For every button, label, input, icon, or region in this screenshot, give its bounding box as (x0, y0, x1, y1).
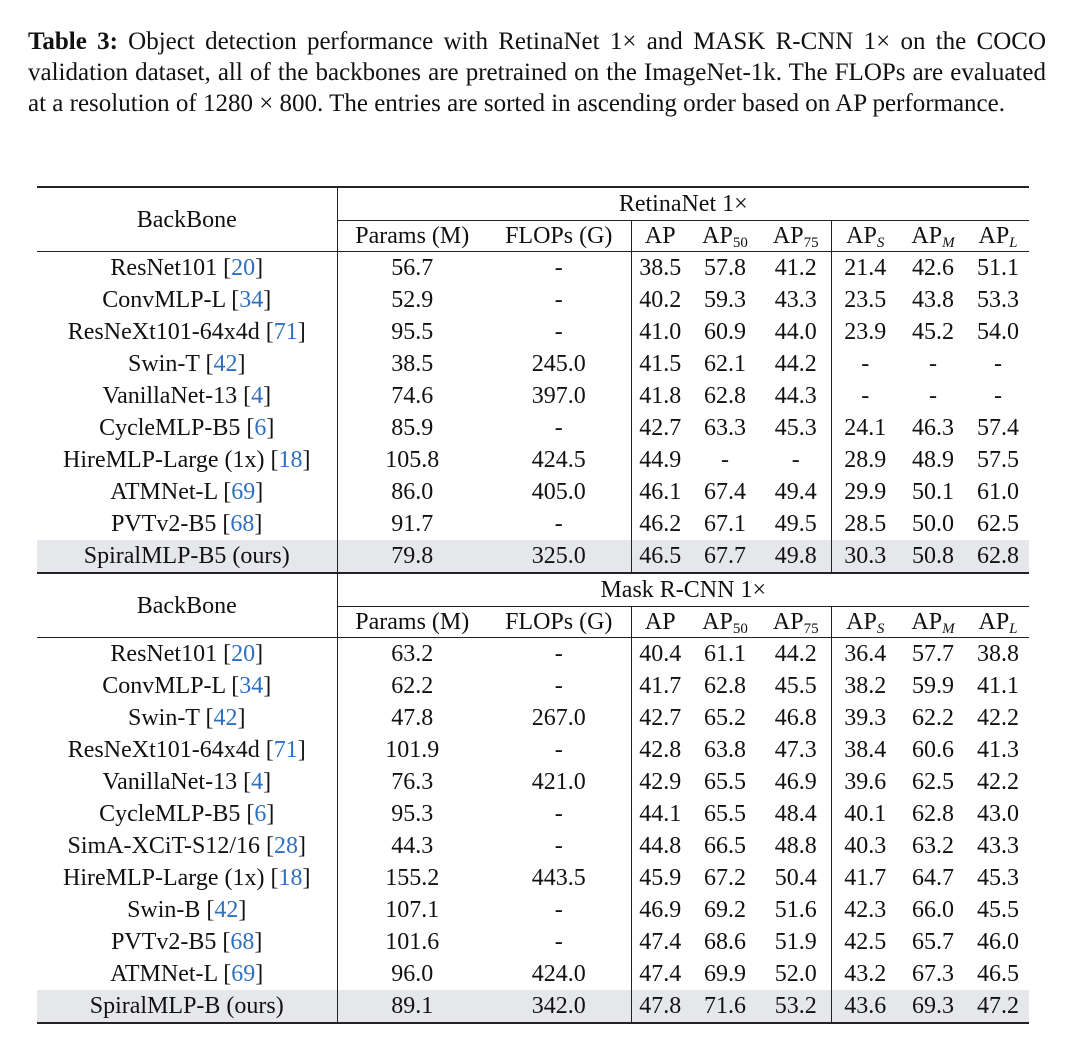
ap50-cell: 69.9 (704, 961, 746, 987)
ap50-cell: 65.5 (704, 769, 746, 795)
params-cell: 107.1 (337, 894, 487, 926)
ap75-cell: - (791, 447, 800, 473)
aps-cell: 40.1 (831, 798, 899, 830)
backbone-name: ResNet101 [20] (110, 641, 264, 667)
table-row (37, 798, 1029, 830)
table-row (37, 958, 1029, 990)
aps-cell: 43.2 (831, 958, 899, 990)
citation-link[interactable]: 71 (273, 737, 298, 763)
params-cell: 44.3 (337, 830, 487, 862)
apl-cell: 38.8 (977, 641, 1019, 667)
apl-cell: 54.0 (977, 319, 1019, 345)
ap-cell: 41.0 (631, 316, 689, 348)
table-row (37, 444, 1029, 476)
ap-cell: 47.8 (631, 990, 689, 1023)
backbone-header: BackBone (37, 573, 337, 638)
ap-cell: 42.8 (631, 734, 689, 766)
citation-link[interactable]: 20 (231, 255, 256, 281)
table-row (37, 316, 1029, 348)
flops-cell: 325.0 (487, 540, 631, 573)
citation-link[interactable]: 18 (278, 865, 303, 891)
params-cell: 74.6 (337, 380, 487, 412)
ap75-cell: 44.3 (774, 383, 817, 409)
apm-cell: 62.2 (912, 705, 954, 731)
flops-cell: 421.0 (531, 769, 586, 795)
citation-link[interactable]: 34 (239, 287, 264, 313)
flops-cell: - (554, 287, 563, 313)
apm-cell: 45.2 (912, 319, 954, 345)
ap75-cell: 46.8 (774, 705, 817, 731)
table-row (37, 894, 1029, 926)
ap75-cell: 48.4 (774, 801, 817, 827)
apm-cell: 50.0 (912, 511, 954, 537)
ap75-cell: 48.8 (774, 833, 817, 859)
params-cell: 95.3 (337, 798, 487, 830)
table-caption (28, 26, 1046, 119)
apl-cell: 41.1 (977, 673, 1019, 699)
apl-cell: 45.3 (977, 865, 1019, 891)
aps-cell: 28.9 (831, 444, 899, 476)
flops-cell: 267.0 (531, 705, 586, 731)
backbone-name: HireMLP-Large (1x) [18] (63, 447, 311, 473)
ap50-cell: 67.2 (704, 865, 746, 891)
ap75-cell: 45.5 (774, 673, 817, 699)
ap-cell: 41.8 (631, 380, 689, 412)
backbone-name: Swin-T [42] (127, 351, 246, 377)
ap50-cell: 62.8 (704, 673, 746, 699)
flops-header: FLOPs (G) (487, 607, 631, 638)
aps-cell: 30.3 (831, 540, 899, 573)
flops-cell: 443.5 (531, 865, 586, 891)
params-cell: 95.5 (337, 316, 487, 348)
ap50-cell: 57.8 (704, 255, 746, 281)
apl-cell: 61.0 (977, 479, 1019, 505)
params-cell: 85.9 (337, 412, 487, 444)
ap75-cell: 49.4 (774, 479, 817, 505)
aps-header: $AP_S$ (831, 221, 899, 252)
aps-cell: 23.9 (831, 316, 899, 348)
table-row (37, 380, 1029, 412)
apl-cell: 42.2 (977, 769, 1019, 795)
flops-cell: - (554, 897, 563, 923)
ap50-cell: 63.8 (704, 737, 746, 763)
ap-cell: 47.4 (631, 926, 689, 958)
apm-cell: 50.8 (899, 540, 967, 573)
apl-cell: 47.2 (967, 990, 1029, 1023)
aps-cell: 21.4 (831, 252, 899, 285)
ap-cell: 44.9 (631, 444, 689, 476)
ours-row (37, 990, 1029, 1023)
citation-link[interactable]: 71 (273, 319, 298, 345)
apl-cell: 57.4 (977, 415, 1019, 441)
apm-cell: - (929, 351, 937, 377)
aps-cell: 38.4 (831, 734, 899, 766)
flops-cell: 397.0 (531, 383, 586, 409)
params-cell: 91.7 (337, 508, 487, 540)
ap-cell: 41.5 (631, 348, 689, 380)
table-row (37, 830, 1029, 862)
backbone-name: PVTv2-B5 [68] (111, 511, 263, 537)
apm-cell: 69.3 (899, 990, 967, 1023)
ap75-cell: 51.6 (774, 897, 817, 923)
flops-cell: - (554, 833, 563, 859)
backbone-name: CycleMLP-B5 [6] (99, 801, 275, 827)
ap75-header: $AP_{75}$ (761, 607, 831, 638)
ap75-cell: 43.3 (774, 287, 817, 313)
backbone-name: SpiralMLP-B (ours) (37, 990, 337, 1023)
results-table (37, 186, 1029, 1024)
apm-cell: 57.7 (912, 641, 954, 667)
aps-cell: - (831, 380, 899, 412)
ap75-cell: 41.2 (774, 255, 817, 281)
apm-cell: 67.3 (912, 961, 954, 987)
flops-cell: 405.0 (531, 479, 586, 505)
aps-cell: - (831, 348, 899, 380)
section-header-row (37, 187, 1029, 221)
ap-cell: 46.2 (631, 508, 689, 540)
ap-cell: 41.7 (631, 670, 689, 702)
flops-cell: 245.0 (531, 351, 586, 377)
ap75-cell: 44.2 (774, 641, 817, 667)
backbone-header: BackBone (37, 187, 337, 252)
aps-cell: 29.9 (831, 476, 899, 508)
ap50-cell: 67.1 (704, 511, 746, 537)
section-title: RetinaNet 1× (337, 187, 1029, 221)
table-row (37, 252, 1029, 285)
ap50-cell: 65.5 (704, 801, 746, 827)
table-row (37, 670, 1029, 702)
aps-cell: 42.5 (831, 926, 899, 958)
aps-cell: 24.1 (831, 412, 899, 444)
params-cell: 38.5 (337, 348, 487, 380)
citation-link[interactable]: 68 (230, 929, 255, 955)
apm-cell: 50.1 (912, 479, 954, 505)
params-header: Params (M) (337, 221, 487, 252)
ap50-header: $AP_{50}$ (689, 607, 761, 638)
ap50-cell: 62.8 (704, 383, 746, 409)
apm-cell: 46.3 (912, 415, 954, 441)
apm-header: $AP_M$ (899, 221, 967, 252)
flops-cell: - (554, 673, 563, 699)
table-row (37, 284, 1029, 316)
citation-link[interactable]: 4 (251, 769, 264, 795)
backbone-name: ResNeXt101-64x4d [71] (67, 319, 306, 345)
params-cell: 101.9 (337, 734, 487, 766)
apm-cell: 62.5 (912, 769, 954, 795)
aps-cell: 39.3 (831, 702, 899, 734)
aps-cell: 23.5 (831, 284, 899, 316)
ap-cell: 46.1 (631, 476, 689, 508)
flops-cell: - (554, 929, 563, 955)
backbone-name: PVTv2-B5 [68] (111, 929, 263, 955)
ap50-cell: 65.2 (704, 705, 746, 731)
table-row (37, 766, 1029, 798)
ap-cell: 40.4 (631, 638, 689, 671)
ap-header: AP (631, 221, 689, 252)
apm-cell: 62.8 (912, 801, 954, 827)
ap-cell: 47.4 (631, 958, 689, 990)
citation-link[interactable]: 42 (213, 351, 238, 377)
backbone-name: ATMNet-L [69] (110, 479, 264, 505)
params-cell: 89.1 (337, 990, 487, 1023)
ap50-cell: 67.7 (689, 540, 761, 573)
ap75-cell: 50.4 (774, 865, 817, 891)
ap50-cell: 69.2 (704, 897, 746, 923)
flops-cell: - (554, 319, 563, 345)
params-cell: 62.2 (337, 670, 487, 702)
apm-cell: 43.8 (912, 287, 954, 313)
backbone-name: SpiralMLP-B5 (ours) (37, 540, 337, 573)
params-cell: 52.9 (337, 284, 487, 316)
apm-cell: 60.6 (912, 737, 954, 763)
citation-link[interactable]: 20 (231, 641, 256, 667)
table-row (37, 926, 1029, 958)
ap-cell: 44.8 (631, 830, 689, 862)
flops-cell: 424.0 (531, 961, 586, 987)
citation-link[interactable]: 4 (251, 383, 264, 409)
apm-cell: 66.0 (912, 897, 954, 923)
backbone-name: HireMLP-Large (1x) [18] (63, 865, 311, 891)
apl-cell: 46.0 (977, 929, 1019, 955)
backbone-name: ATMNet-L [69] (110, 961, 264, 987)
table-row (37, 348, 1029, 380)
backbone-name: ResNet101 [20] (110, 255, 264, 281)
aps-cell: 39.6 (831, 766, 899, 798)
params-header: Params (M) (337, 607, 487, 638)
citation-link[interactable]: 28 (273, 833, 298, 859)
citation-link[interactable]: 6 (254, 415, 267, 441)
caption-label: Table 3: (28, 28, 118, 55)
ap75-cell: 47.3 (774, 737, 817, 763)
citation-link[interactable]: 6 (254, 801, 267, 827)
flops-cell: - (554, 641, 563, 667)
ap-cell: 40.2 (631, 284, 689, 316)
aps-cell: 36.4 (831, 638, 899, 671)
flops-cell: - (554, 415, 563, 441)
apl-cell: 41.3 (977, 737, 1019, 763)
params-cell: 76.3 (337, 766, 487, 798)
params-cell: 79.8 (337, 540, 487, 573)
apl-cell: 62.5 (977, 511, 1019, 537)
ap-cell: 42.7 (631, 412, 689, 444)
backbone-name: ConvMLP-L [34] (102, 287, 272, 313)
table-row (37, 508, 1029, 540)
table-row (37, 734, 1029, 766)
flops-cell: - (554, 255, 563, 281)
apl-cell: 43.0 (977, 801, 1019, 827)
aps-cell: 43.6 (831, 990, 899, 1023)
ours-row (37, 540, 1029, 573)
ap75-cell: 52.0 (774, 961, 817, 987)
ap50-cell: 62.1 (704, 351, 746, 377)
backbone-name: SimA-XCiT-S12/16 [28] (67, 833, 306, 859)
ap50-cell: - (721, 447, 729, 473)
aps-cell: 28.5 (831, 508, 899, 540)
ap75-header: $AP_{75}$ (761, 221, 831, 252)
citation-link[interactable]: 69 (231, 961, 256, 987)
ap50-cell: 61.1 (704, 641, 746, 667)
apm-cell: 42.6 (912, 255, 954, 281)
apl-cell: 43.3 (977, 833, 1019, 859)
citation-link[interactable]: 68 (230, 511, 255, 537)
citation-link[interactable]: 69 (231, 479, 256, 505)
apl-cell: 57.5 (977, 447, 1019, 473)
ap75-cell: 49.8 (761, 540, 831, 573)
ap-cell: 46.9 (631, 894, 689, 926)
ap50-cell: 60.9 (704, 319, 746, 345)
ap50-header: $AP_{50}$ (689, 221, 761, 252)
ap-cell: 46.5 (631, 540, 689, 573)
ap50-cell: 63.3 (704, 415, 746, 441)
flops-cell: - (554, 801, 563, 827)
backbone-name: Swin-T [42] (127, 705, 246, 731)
apl-cell: 51.1 (977, 255, 1019, 281)
apl-cell: - (994, 383, 1002, 409)
flops-cell: 424.5 (531, 447, 586, 473)
ap75-cell: 53.2 (761, 990, 831, 1023)
ap-cell: 42.7 (631, 702, 689, 734)
aps-header: $AP_S$ (831, 607, 899, 638)
table-row (37, 702, 1029, 734)
aps-cell: 38.2 (831, 670, 899, 702)
aps-cell: 42.3 (831, 894, 899, 926)
apm-cell: 65.7 (912, 929, 954, 955)
ap50-cell: 71.6 (689, 990, 761, 1023)
citation-link[interactable]: 18 (278, 447, 303, 473)
ap50-cell: 67.4 (704, 479, 746, 505)
params-cell: 63.2 (337, 638, 487, 671)
apl-cell: 46.5 (977, 961, 1019, 987)
ap-cell: 38.5 (631, 252, 689, 285)
table-row (37, 862, 1029, 894)
flops-cell: - (554, 737, 563, 763)
backbone-name: CycleMLP-B5 [6] (99, 415, 275, 441)
aps-cell: 40.3 (831, 830, 899, 862)
ap75-cell: 46.9 (774, 769, 817, 795)
apm-header: $AP_M$ (899, 607, 967, 638)
caption-text: Object detection performance with RetinaNet 1× and MASK R-CNN 1× on the COCO validation dataset, all of the backbones are pretrained on the ImageNet-1k. The FLOPs are evaluated at a resolution of 1280 × 800. The entries are sorted in ascending order based on AP performance. (28, 28, 1046, 117)
table-row (37, 476, 1029, 508)
params-cell: 96.0 (337, 958, 487, 990)
apm-cell: 64.7 (912, 865, 954, 891)
params-cell: 101.6 (337, 926, 487, 958)
aps-cell: 41.7 (831, 862, 899, 894)
ap75-cell: 49.5 (774, 511, 817, 537)
backbone-name: VanillaNet-13 [4] (102, 769, 272, 795)
ap50-cell: 59.3 (704, 287, 746, 313)
apl-cell: 42.2 (977, 705, 1019, 731)
apm-cell: 63.2 (912, 833, 954, 859)
ap75-cell: 44.0 (774, 319, 817, 345)
apm-cell: 59.9 (912, 673, 954, 699)
params-cell: 155.2 (337, 862, 487, 894)
table-row (37, 412, 1029, 444)
apl-cell: 62.8 (967, 540, 1029, 573)
ap50-cell: 66.5 (704, 833, 746, 859)
flops-cell: 342.0 (487, 990, 631, 1023)
backbone-name: VanillaNet-13 [4] (102, 383, 272, 409)
apm-cell: 48.9 (912, 447, 954, 473)
params-cell: 47.8 (337, 702, 487, 734)
citation-link[interactable]: 34 (239, 673, 264, 699)
apl-header: $AP_L$ (967, 607, 1029, 638)
ap75-cell: 45.3 (774, 415, 817, 441)
citation-link[interactable]: 42 (214, 897, 239, 923)
ap-header: AP (631, 607, 689, 638)
ap50-cell: 68.6 (704, 929, 746, 955)
backbone-name: Swin-B [42] (127, 897, 247, 923)
table-row (37, 638, 1029, 671)
backbone-name: ResNeXt101-64x4d [71] (67, 737, 306, 763)
params-cell: 56.7 (337, 252, 487, 285)
ap75-cell: 44.2 (774, 351, 817, 377)
backbone-name: ConvMLP-L [34] (102, 673, 272, 699)
apl-cell: 45.5 (977, 897, 1019, 923)
apl-header: $AP_L$ (967, 221, 1029, 252)
section-header-row (37, 573, 1029, 607)
flops-cell: - (554, 511, 563, 537)
section-title: Mask R-CNN 1× (337, 573, 1029, 607)
apl-cell: - (994, 351, 1002, 377)
apm-cell: - (929, 383, 937, 409)
citation-link[interactable]: 42 (213, 705, 238, 731)
ap-cell: 45.9 (631, 862, 689, 894)
apl-cell: 53.3 (977, 287, 1019, 313)
ap-cell: 42.9 (631, 766, 689, 798)
table-body (37, 187, 1029, 1023)
params-cell: 105.8 (337, 444, 487, 476)
flops-header: FLOPs (G) (487, 221, 631, 252)
ap75-cell: 51.9 (774, 929, 817, 955)
ap-cell: 44.1 (631, 798, 689, 830)
params-cell: 86.0 (337, 476, 487, 508)
